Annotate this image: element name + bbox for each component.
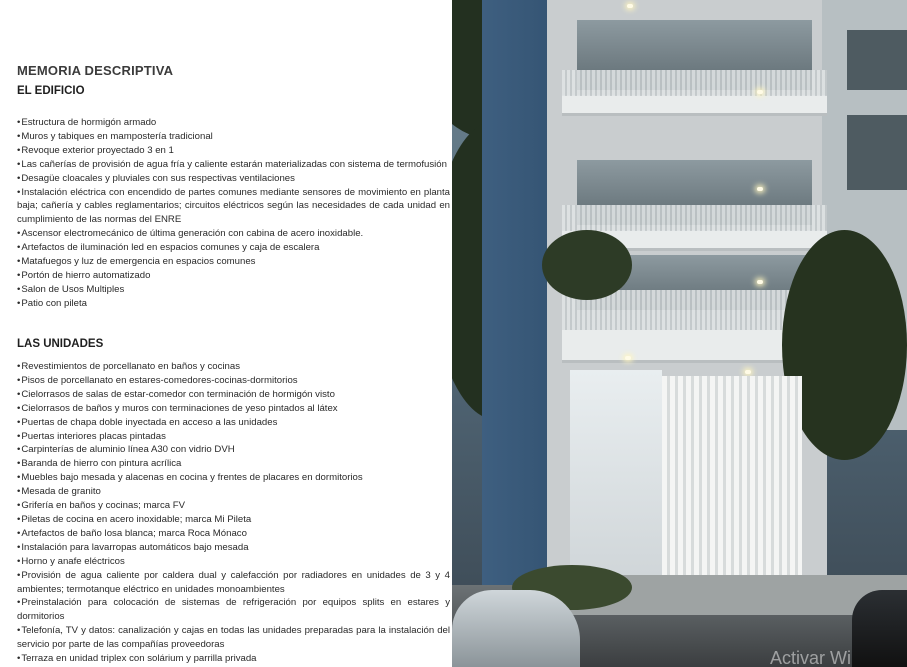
balcony-railing [562,70,827,96]
unit-feature-item-text: Artefactos de baño losa blanca; marca Roca Mónaco [21,527,247,539]
ceiling-light [757,280,763,284]
unit-feature-item [17,555,450,569]
bullet-icon: • [17,158,21,170]
unit-feature-item-text: Puertas de chapa doble inyectada en acceso a las unidades [21,416,278,428]
neighbor-window [847,115,907,190]
bullet-icon: • [17,228,21,240]
parked-car [852,590,907,667]
bullet-icon: • [17,242,21,254]
bullet-icon: • [17,430,21,442]
unit-feature-item [17,416,450,430]
bullet-icon: • [17,513,21,525]
bullet-icon: • [17,388,21,400]
bullet-icon: • [17,269,21,281]
building-feature-item [17,172,450,186]
unit-feature-item-text: Terraza en unidad triplex con solárium y parrilla privada [21,653,257,665]
bullet-icon: • [17,144,21,156]
unit-feature-item [17,499,450,513]
building-feature-item [17,130,450,144]
unit-feature-item-text: Telefonía, TV y datos: canalización y cajas en todas las unidades preparadas para la instalación del servicio por parte de las compañías proveedoras [17,625,450,651]
bullet-icon: • [17,444,21,456]
bullet-icon: • [17,527,21,539]
lobby-glazing [570,370,662,585]
os-activation-watermark: Activar Wi [770,648,851,667]
unit-feature-item-text: Puertas interiores placas pintadas [21,430,166,442]
unit-feature-item-text: Provisión de agua caliente por caldera dual y calefacción por radiadores en unidades de 3 y 4 ambientes; termotanque eléctrico en unidades monoambientes [17,569,450,595]
unit-feature-item [17,443,450,457]
building-feature-item-text: Revoque exterior proyectado 3 en 1 [21,144,174,156]
unit-feature-item-text: Preinstalación para colocación de sistemas de refrigeración por equipos splits en estares y dormitorios [17,597,450,623]
unit-feature-item [17,485,450,499]
bullet-icon: • [17,653,21,665]
bullet-icon: • [17,472,21,484]
balcony-railing [562,205,827,231]
unit-feature-item-text: Cielorrasos de salas de estar-comedor con terminación de hormigón visto [21,388,335,400]
bullet-icon: • [17,486,21,498]
facade-louvers [662,376,802,586]
bullet-icon: • [17,256,21,268]
unit-feature-item [17,652,450,666]
unit-feature-item [17,513,450,527]
building-feature-item [17,283,450,297]
bullet-icon: • [17,458,21,470]
building-feature-item [17,144,450,158]
bullet-icon: • [17,283,21,295]
unit-feature-item [17,360,450,374]
building-feature-item-text: Salon de Usos Multiples [21,283,125,295]
bullet-icon: • [17,117,21,128]
section-heading-units: LAS UNIDADES [17,338,104,350]
building-feature-item [17,158,450,172]
bullet-icon: • [17,172,21,184]
document-title: MEMORIA DESCRIPTIVA [17,63,174,78]
unit-feature-item-text: Pisos de porcellanato en estares-comedores-cocinas-dormitorios [21,374,298,386]
bullet-icon: • [17,416,21,428]
unit-feature-item [17,541,450,555]
building-feature-item [17,297,450,311]
bullet-icon: • [17,402,21,414]
bullet-icon: • [17,555,21,567]
section-heading-building: EL EDIFICIO [17,85,85,97]
unit-feature-item [17,624,450,652]
bullet-icon: • [17,130,21,142]
bullet-icon: • [17,297,21,309]
unit-features-list [17,360,450,666]
unit-feature-item-text: Revestimientos de porcellanato en baños y cocinas [21,361,241,372]
unit-feature-item [17,596,450,624]
bullet-icon: • [17,541,21,553]
unit-feature-item-text: Baranda de hierro con pintura acrílica [21,458,182,470]
unit-feature-item [17,388,450,402]
building-feature-item-text: Instalación eléctrica con encendido de partes comunes mediante sensores de movimiento en planta baja; cañería y cables reglamentarios; circuitos eléctricos según las necesidades de cada unidad en cumplimiento de las normas del ENRE [17,186,450,226]
building-feature-item-text: Ascensor electromecánico de última generación con cabina de acero inoxidable. [21,228,364,240]
bullet-icon: • [17,625,21,637]
building-render-photo [452,0,907,667]
building-feature-item-text: Muros y tabiques en mampostería tradicional [21,130,213,142]
planter-foliage [542,230,632,300]
ceiling-light [745,370,751,374]
ceiling-light [625,356,631,360]
unit-feature-item-text: Grifería en baños y cocinas; marca FV [21,500,186,512]
building-feature-item-text: Matafuegos y luz de emergencia en espacios comunes [21,256,256,268]
unit-feature-item-text: Muebles bajo mesada y alacenas en cocina y frentes de placares en dormitorios [21,472,363,484]
building-feature-item-text: Portón de hierro automatizado [21,269,151,281]
description-panel [0,0,452,667]
unit-feature-item-text: Piletas de cocina en acero inoxidable; marca Mi Pileta [21,513,252,525]
unit-feature-item-text: Mesada de granito [21,486,101,498]
parked-car [452,590,580,667]
building-feature-item-text: Patio con pileta [21,297,87,309]
unit-feature-item-text: Horno y anafe eléctricos [21,555,125,567]
unit-feature-item [17,457,450,471]
ceiling-light [627,4,633,8]
building-feature-item [17,186,450,228]
unit-feature-item [17,527,450,541]
unit-feature-item [17,374,450,388]
unit-feature-item-text: Cielorrasos de baños y muros con terminaciones de yeso pintados al látex [21,402,338,414]
ceiling-light [757,187,763,191]
building-feature-item-text: Artefactos de iluminación led en espacios comunes y caja de escalera [21,242,320,254]
unit-feature-item [17,402,450,416]
balcony-slab [562,95,827,116]
bullet-icon: • [17,186,21,198]
bullet-icon: • [17,500,21,512]
bullet-icon: • [17,361,21,372]
building-feature-item [17,269,450,283]
bullet-icon: • [17,597,21,609]
building-feature-item [17,241,450,255]
unit-feature-item-text: Carpinterías de aluminio línea A30 con vidrio DVH [21,444,235,456]
building-feature-item-text: Desagüe cloacales y pluviales con sus respectivas ventilaciones [21,172,295,184]
ceiling-light [757,90,763,94]
building-feature-item [17,227,450,241]
building-feature-item [17,255,450,269]
neighbor-window [847,30,907,90]
building-features-list [17,116,450,311]
bullet-icon: • [17,374,21,386]
building-feature-item-text: Estructura de hormigón armado [21,117,157,128]
building-feature-item [17,116,450,130]
bullet-icon: • [17,569,21,581]
unit-feature-item [17,471,450,485]
unit-feature-item [17,569,450,597]
unit-feature-item-text: Instalación para lavarropas automáticos bajo mesada [21,541,249,553]
unit-feature-item [17,430,450,444]
building-feature-item-text: Las cañerías de provisión de agua fría y caliente estarán materializadas con sistema de termofusión [21,158,447,170]
